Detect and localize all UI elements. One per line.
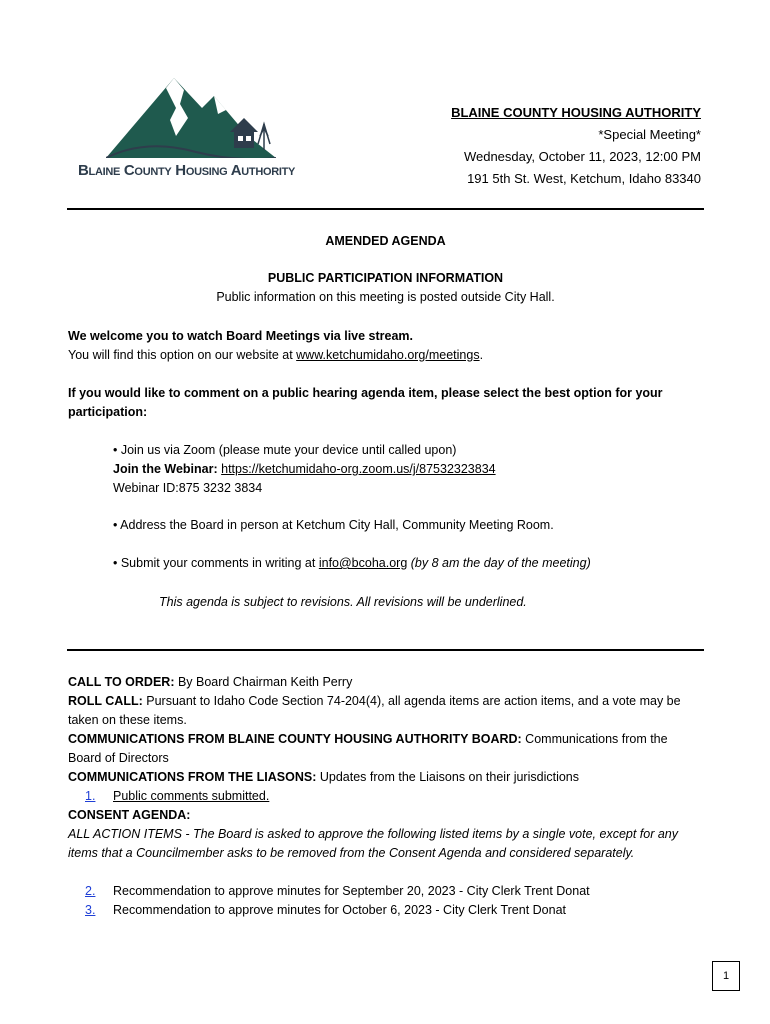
webinar-link[interactable]: https://ketchumidaho-org.zoom.us/j/87532323834: [221, 462, 496, 476]
revision-note: This agenda is subject to revisions. All revisions will be underlined.: [159, 595, 527, 609]
logo-wordmark: Blaine County Housing Authority: [78, 162, 296, 179]
communications-board: [68, 730, 704, 768]
meetings-link[interactable]: www.ketchumidaho.org/meetings: [296, 348, 480, 362]
communications-liaisons: [68, 768, 704, 787]
meeting-address: 191 5th St. West, Ketchum, Idaho 83340: [467, 171, 701, 186]
roll-label: ROLL CALL:: [68, 694, 143, 708]
org-name: BLAINE COUNTY HOUSING AUTHORITY: [451, 105, 701, 120]
call-text: By Board Chairman Keith Perry: [174, 675, 353, 689]
agenda-items: [68, 673, 704, 787]
meeting-header: [451, 102, 701, 190]
livestream-text-prefix: You will find this option on our website at: [68, 348, 297, 362]
writing-note: (by 8 am the day of the meeting): [407, 556, 591, 570]
roll-text: Pursuant to Idaho Code Section 74-204(4), all agenda items are action items, and a vote may be taken on these items.: [68, 694, 681, 727]
zoom-text: • Join us via Zoom (please mute your device until called upon): [113, 443, 457, 457]
comm-board-label: COMMUNICATIONS FROM BLAINE COUNTY HOUSING AUTHORITY BOARD:: [68, 732, 522, 746]
consent-section: [68, 806, 704, 863]
consent-text: ALL ACTION ITEMS - The Board is asked to approve the following listed items by a single vote, except for any items that a Councilmember asks to be removed from the Consent Agenda and considered separately.: [68, 827, 679, 860]
roll-call: [68, 692, 704, 730]
meeting-type: *Special Meeting*: [598, 127, 701, 142]
public-participation-note: Public information on this meeting is posted outside City Hall.: [216, 290, 555, 304]
agenda-item-3: [85, 901, 566, 920]
option-writing: [113, 554, 591, 573]
writing-prefix: • Submit your comments in writing at: [113, 556, 319, 570]
item-2-link[interactable]: 2.: [85, 884, 96, 898]
webinar-label: Join the Webinar:: [113, 462, 218, 476]
email-link[interactable]: info@bcoha.org: [318, 556, 408, 570]
comm-liaison-label: COMMUNICATIONS FROM THE LIASONS:: [68, 770, 317, 784]
public-participation-heading: PUBLIC PARTICIPATION INFORMATION: [267, 271, 504, 285]
page-number: 1: [712, 961, 740, 991]
item-3-text: Recommendation to approve minutes for October 6, 2023 - City Clerk Trent Donat: [113, 903, 566, 917]
item-3-link[interactable]: 3.: [85, 903, 96, 917]
item-1-link[interactable]: 1.: [85, 789, 96, 803]
meeting-datetime: Wednesday, October 11, 2023, 12:00 PM: [463, 149, 701, 164]
option-in-person: • Address the Board in person at Ketchum City Hall, Community Meeting Room.: [113, 518, 554, 532]
item-2-text: Recommendation to approve minutes for September 20, 2023 - City Clerk Trent Donat: [113, 884, 590, 898]
consent-label: CONSENT AGENDA:: [68, 808, 191, 822]
divider-top: [67, 208, 704, 210]
agenda-item-2: [85, 882, 590, 901]
comm-board-text: Communications from the Board of Directors: [68, 732, 668, 765]
agenda-title: AMENDED AGENDA: [325, 234, 446, 248]
livestream-text: [68, 346, 704, 365]
item-1-text: Public comments submitted.: [113, 789, 270, 803]
livestream-heading: We welcome you to watch Board Meetings via live stream.: [68, 329, 414, 343]
livestream-section: [68, 327, 704, 365]
logo-mountain-icon: [106, 78, 276, 158]
divider-bottom: [67, 649, 704, 651]
agenda-item-1: [85, 787, 269, 806]
livestream-text-suffix: .: [479, 348, 484, 362]
call-label: CALL TO ORDER:: [68, 675, 175, 689]
comm-liaison-text: Updates from the Liaisons on their jurisdictions: [316, 770, 580, 784]
webinar-id: Webinar ID:875 3232 3834: [113, 481, 263, 495]
bcha-logo: [78, 78, 298, 188]
option-zoom: [113, 441, 496, 498]
comment-intro: If you would like to comment on a public hearing agenda item, please select the best option for your participation:: [68, 386, 663, 419]
call-to-order: [68, 673, 704, 692]
webinar-line: [113, 460, 496, 479]
